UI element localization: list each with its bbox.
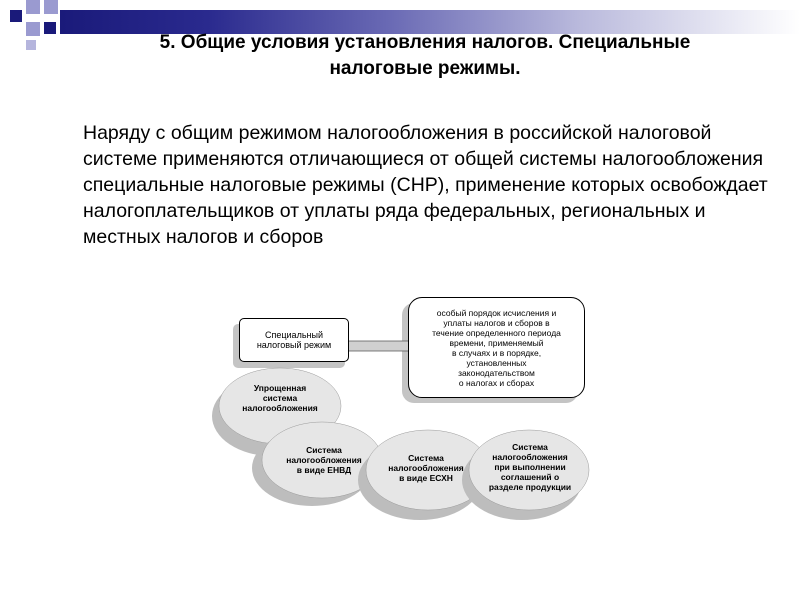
intro-paragraph: Наряду с общим режимом налогообложения в российской налоговой системе применяются отличающиеся от общей системы налогообложения специальные налоговые режимы (СНР), применение которых освобождает налогоплательщиков от уплаты ряда федеральных, региональных и местных налогов и сборов (83, 122, 768, 248)
regime-label-psa: Система налогообложения при выполнении соглашений о разделе продукции (488, 442, 572, 492)
slide-title-line-1: 5. Общие условия установления налогов. Специальные (159, 32, 691, 53)
source-box: Специальный налоговый режим (239, 318, 349, 362)
regime-label-envd: Система налогообложения в виде ЕНВД (286, 445, 362, 475)
regime-label-simplified: Упрощенная система налогообложения (242, 383, 318, 413)
regime-label-eshn: Система налогообложения в виде ЕСХН (388, 453, 464, 483)
slide-title-line-2: налоговые режимы. (329, 58, 521, 79)
definition-box: особый порядок исчисления и уплаты налогов и сборов в течение определенного периода времени, применяемый в случаях и в порядке, установленных законодательством о налогах и сборах (408, 297, 585, 398)
